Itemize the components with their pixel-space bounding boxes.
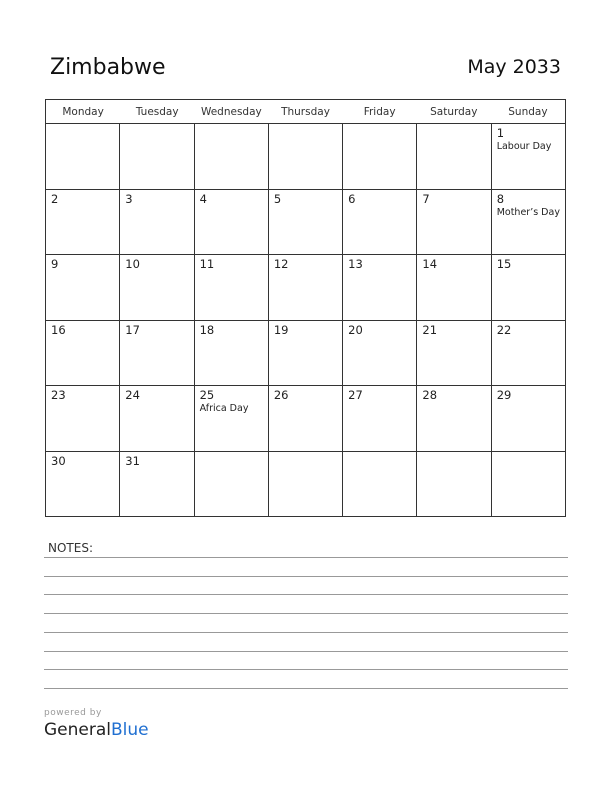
day-cell bbox=[343, 255, 417, 320]
week-row bbox=[46, 386, 565, 452]
week-row bbox=[46, 321, 565, 387]
day-number: 17 bbox=[125, 322, 140, 337]
brand-logo bbox=[44, 708, 149, 740]
day-number: 20 bbox=[348, 322, 363, 337]
day-number: 9 bbox=[51, 257, 59, 271]
weekday-wednesday: Wednesday bbox=[200, 106, 262, 118]
day-number: 6 bbox=[348, 191, 356, 206]
day-cell bbox=[46, 190, 120, 255]
notes-label: NOTES: bbox=[48, 541, 93, 555]
day-cell bbox=[417, 124, 491, 189]
weekday-header bbox=[46, 100, 565, 124]
country-title: Zimbabwe bbox=[50, 55, 166, 80]
day-number: 1 bbox=[496, 126, 505, 140]
day-number: 11 bbox=[199, 257, 215, 271]
notes-line bbox=[44, 632, 568, 633]
day-number: 14 bbox=[422, 257, 438, 271]
day-number: 27 bbox=[348, 388, 363, 402]
day-number: 16 bbox=[51, 322, 66, 337]
day-number: 19 bbox=[273, 322, 289, 337]
day-cell bbox=[195, 255, 269, 320]
day-cell bbox=[269, 124, 343, 189]
day-cell bbox=[120, 452, 194, 518]
week-row bbox=[46, 124, 565, 190]
day-number: 26 bbox=[273, 388, 289, 402]
notes-line bbox=[44, 688, 568, 689]
day-cell bbox=[492, 255, 565, 320]
day-number: 30 bbox=[51, 453, 66, 468]
day-cell bbox=[120, 190, 194, 255]
day-cell bbox=[269, 452, 343, 518]
day-number: 7 bbox=[422, 191, 430, 206]
day-cell bbox=[120, 321, 194, 386]
holiday-label: Labour Day bbox=[496, 141, 552, 152]
weekday-saturday: Saturday bbox=[430, 106, 478, 118]
day-number: 15 bbox=[496, 257, 512, 271]
holiday-label: Mother’s Day bbox=[496, 206, 560, 218]
powered-by-text: powered by bbox=[44, 708, 102, 718]
day-cell bbox=[417, 255, 491, 320]
day-cell bbox=[343, 452, 417, 518]
day-number: 2 bbox=[51, 191, 59, 206]
day-cell bbox=[46, 124, 120, 189]
day-number: 18 bbox=[199, 322, 215, 337]
brand-name-general: General bbox=[44, 720, 111, 740]
day-cell bbox=[492, 452, 565, 518]
week-row bbox=[46, 255, 565, 321]
day-number: 12 bbox=[273, 257, 289, 271]
day-number: 13 bbox=[348, 257, 363, 271]
day-cell bbox=[120, 124, 194, 189]
weekday-monday: Monday bbox=[62, 106, 104, 118]
weekday-friday: Friday bbox=[363, 106, 396, 118]
day-cell bbox=[195, 386, 269, 451]
day-number: 21 bbox=[422, 322, 438, 337]
day-number: 31 bbox=[125, 453, 140, 468]
day-number: 10 bbox=[125, 257, 140, 271]
week-row bbox=[46, 190, 565, 256]
day-cell bbox=[343, 190, 417, 255]
day-cell bbox=[417, 386, 491, 451]
day-cell bbox=[46, 255, 120, 320]
day-cell bbox=[46, 386, 120, 451]
week-row bbox=[46, 452, 565, 518]
day-number: 4 bbox=[199, 191, 207, 206]
notes-line bbox=[44, 669, 568, 670]
brand-name-blue: Blue bbox=[111, 720, 149, 740]
day-cell bbox=[417, 321, 491, 386]
notes-line bbox=[44, 576, 568, 577]
weekday-thursday: Thursday bbox=[281, 106, 330, 118]
day-cell bbox=[195, 321, 269, 386]
day-cell bbox=[269, 255, 343, 320]
calendar-grid bbox=[45, 99, 566, 517]
day-number: 5 bbox=[273, 191, 282, 206]
day-cell bbox=[269, 386, 343, 451]
day-cell bbox=[492, 321, 565, 386]
notes-line bbox=[44, 651, 568, 652]
notes-line bbox=[44, 613, 568, 614]
day-cell bbox=[120, 255, 194, 320]
day-cell bbox=[195, 124, 269, 189]
day-number: 25 bbox=[199, 388, 215, 402]
holiday-label: Africa Day bbox=[199, 403, 249, 414]
notes-line bbox=[44, 594, 568, 595]
brand-name bbox=[44, 720, 149, 740]
day-cell bbox=[195, 452, 269, 518]
day-number: 22 bbox=[496, 322, 512, 337]
weekday-tuesday: Tuesday bbox=[135, 106, 179, 118]
day-cell bbox=[343, 124, 417, 189]
day-cell bbox=[46, 452, 120, 518]
day-number: 23 bbox=[51, 388, 66, 402]
day-number: 24 bbox=[125, 388, 140, 402]
day-cell bbox=[492, 386, 565, 451]
day-cell bbox=[417, 190, 491, 255]
notes-line bbox=[44, 557, 568, 558]
day-cell bbox=[492, 190, 565, 255]
day-cell bbox=[492, 124, 565, 189]
day-cell bbox=[269, 190, 343, 255]
day-cell bbox=[120, 386, 194, 451]
day-cell bbox=[343, 386, 417, 451]
day-cell bbox=[195, 190, 269, 255]
weekday-sunday: Sunday bbox=[508, 106, 548, 118]
day-cell bbox=[343, 321, 417, 386]
day-number: 3 bbox=[125, 191, 133, 206]
day-cell bbox=[269, 321, 343, 386]
day-number: 28 bbox=[422, 388, 438, 402]
day-cell bbox=[46, 321, 120, 386]
day-cell bbox=[417, 452, 491, 518]
month-year-title: May 2033 bbox=[467, 56, 561, 78]
day-number: 8 bbox=[496, 191, 505, 206]
day-number: 29 bbox=[496, 388, 512, 402]
